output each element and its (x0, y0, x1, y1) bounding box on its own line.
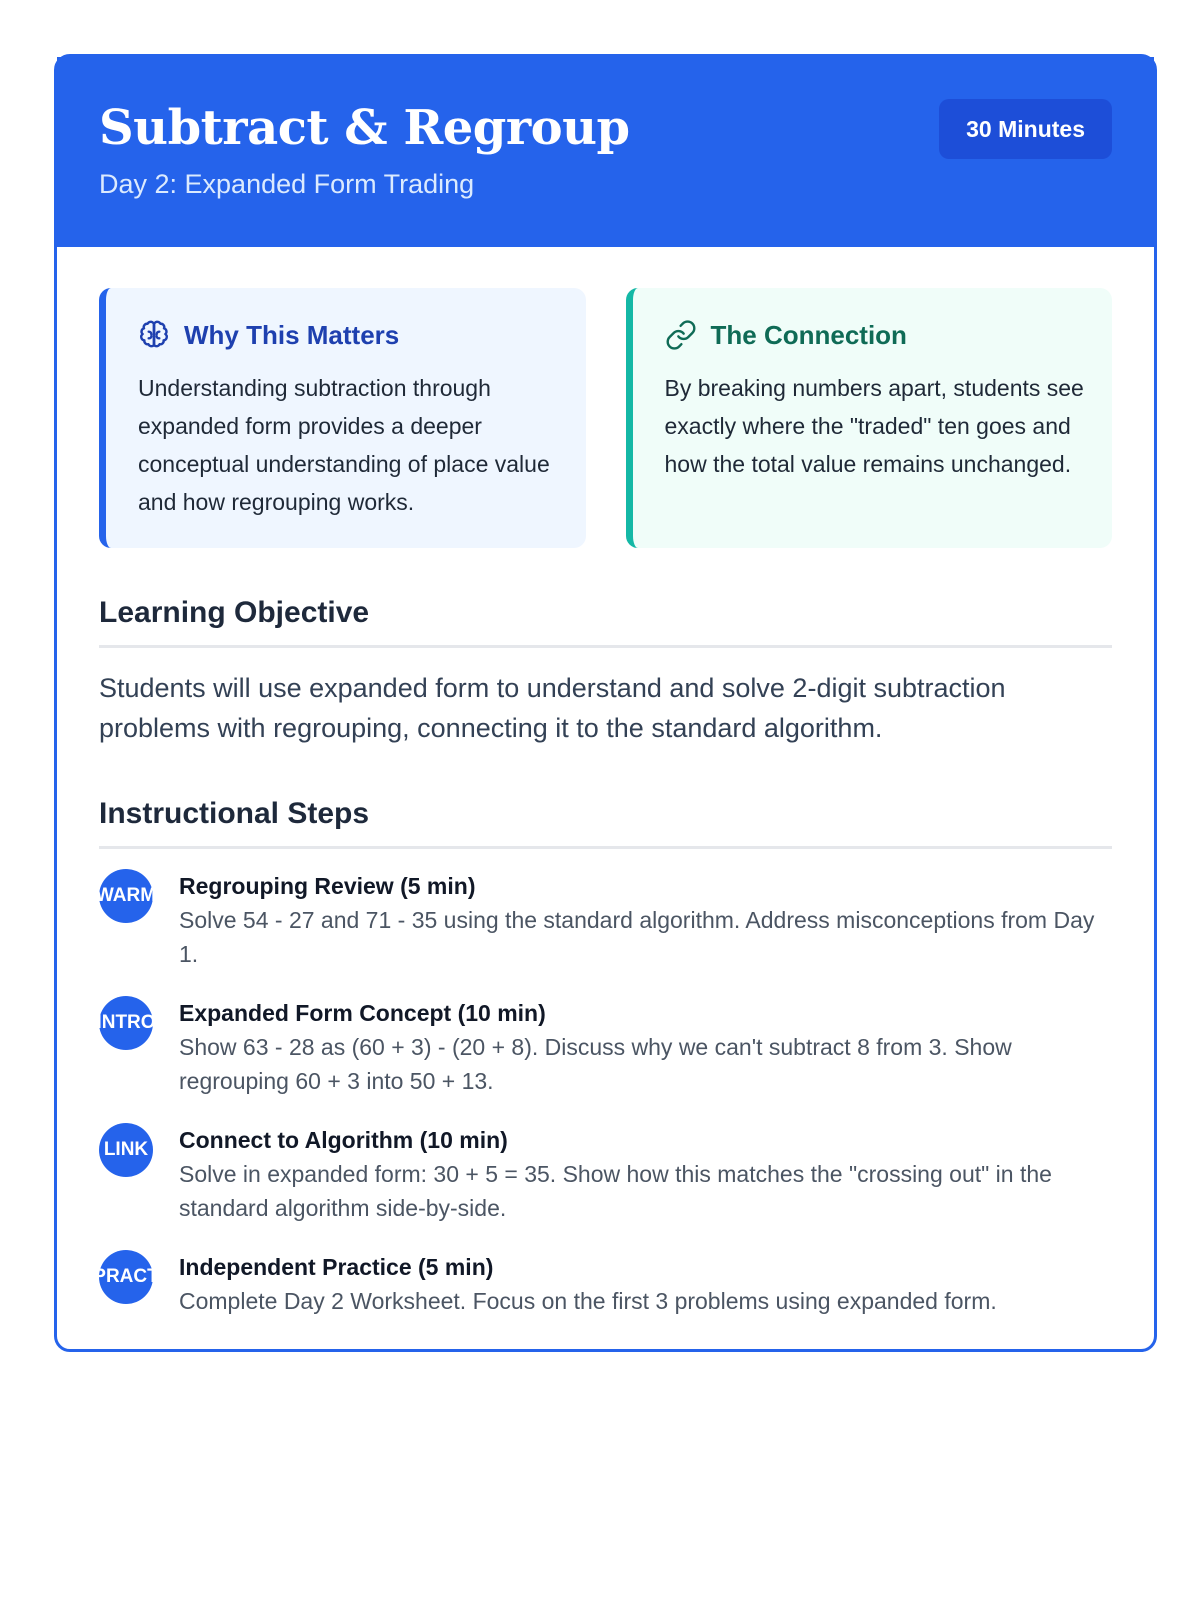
why-this-matters-box (99, 288, 586, 548)
step-description: Solve 54 - 27 and 71 - 35 using the standard algorithm. Address misconceptions from Day 1. (179, 907, 1095, 967)
step-title: Connect to Algorithm (10 min) (179, 1127, 508, 1153)
step-badge-warm: WARM (99, 869, 153, 923)
why-this-matters-text: Understanding subtraction through expanded form provides a deeper conceptual understanding of place value and how regrouping works. (138, 375, 550, 515)
step-badge-link: LINK (99, 1123, 153, 1177)
step-item-warm (95, 869, 1112, 971)
lesson-subtitle: Day 2: Expanded Form Trading (99, 169, 475, 199)
step-title: Independent Practice (5 min) (179, 1254, 494, 1280)
duration-badge: 30 Minutes (939, 99, 1112, 159)
connection-box (626, 288, 1113, 548)
link-icon (665, 319, 697, 351)
connection-header (665, 318, 1087, 352)
step-title: Expanded Form Concept (10 min) (179, 1000, 546, 1026)
step-item-intro (96, 996, 1112, 1098)
why-this-matters-header (138, 318, 560, 352)
step-description: Show 63 - 28 as (60 + 3) - (20 + 8). Discuss why we can't subtract 8 from 3. Show regrouping 60 + 3 into 50 + 13. (179, 1034, 1012, 1094)
step-description: Solve in expanded form: 30 + 5 = 35. Show how this matches the "crossing out" in the standard algorithm side-by-side. (179, 1161, 1052, 1221)
connection-text: By breaking numbers apart, students see exactly where the "traded" ten goes and how the total value remains unchanged. (664, 375, 1084, 477)
step-item-link (99, 1123, 1112, 1225)
step-content (179, 996, 1112, 1098)
step-badge-practice: PRACT (99, 1250, 153, 1304)
brain-icon (138, 319, 170, 351)
connection-title: The Connection (710, 320, 907, 350)
step-title: Regrouping Review (5 min) (179, 873, 476, 899)
lesson-body (57, 247, 1154, 1318)
step-content (179, 1123, 1112, 1225)
instructional-steps-heading: Instructional Steps (99, 796, 1112, 849)
info-row (99, 288, 1112, 548)
steps-list (93, 869, 1112, 1318)
learning-objective-heading: Learning Objective (99, 595, 1112, 648)
step-item-practice (93, 1250, 1112, 1318)
step-description: Complete Day 2 Worksheet. Focus on the first 3 problems using expanded form. (179, 1288, 997, 1314)
why-this-matters-title: Why This Matters (184, 320, 400, 350)
step-content (179, 1250, 997, 1318)
step-badge-intro: INTRO (99, 996, 153, 1050)
learning-objective-text: Students will use expanded form to understand and solve 2-digit subtraction problems with regrouping, connecting it to the standard algorithm. (99, 673, 1006, 743)
step-content (179, 869, 1112, 971)
lesson-header (57, 57, 1154, 247)
lesson-card (54, 54, 1157, 1352)
lesson-title: Subtract & Regroup (99, 100, 630, 156)
